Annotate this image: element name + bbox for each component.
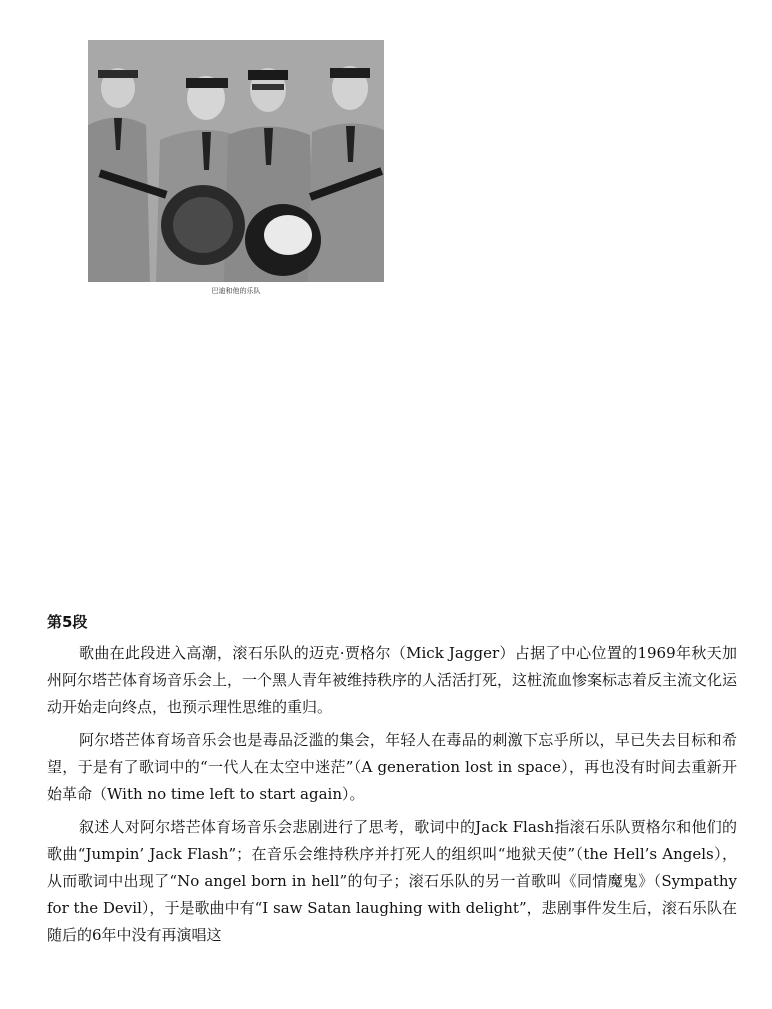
photo-caption: 巴迪和他的乐队 — [211, 287, 261, 295]
paragraph: 阿尔塔芒体育场音乐会也是毒品泛滥的集会，年轻人在毒品的刺激下忘乎所以，早已失去目标和希望，于是有了歌词中的“一代人在太空中迷茫”（A generation lost in space），再也没有时间去重新开始革命（With no time left to start again）。 — [47, 731, 737, 803]
paragraph: 叙述人对阿尔塔芒体育场音乐会悲剧进行了思考，歌词中的Jack Flash指滚石乐队贾格尔和他们的歌曲“Jumpin’ Jack Flash”；在音乐会维持秩序并打死人的组织叫“地狱天使”（the Hell’s Angels），从而歌词中出现了“No angel born in hell”的句子；滚石乐队的另一首歌叫《同情魔鬼》（Sympathy for the Devil），于是歌曲中有“I saw Satan laughing with delight”，悲剧事件发生后，滚石乐队在随后的6年中没有再演唱这 — [47, 818, 737, 944]
band-photo — [88, 40, 384, 282]
paragraph: 歌曲在此段进入高潮，滚石乐队的迈克·贾格尔（Mick Jagger）占据了中心位置的1969年秋天加州阿尔塔芒体育场音乐会上，一个黑人青年被维持秩序的人活活打死，这桩流血惨案标志着反主流文化运动开始走向终点，也预示理性思维的重归。 — [47, 644, 738, 716]
body-text — [47, 640, 737, 955]
section-heading: 第5段 — [47, 613, 88, 631]
